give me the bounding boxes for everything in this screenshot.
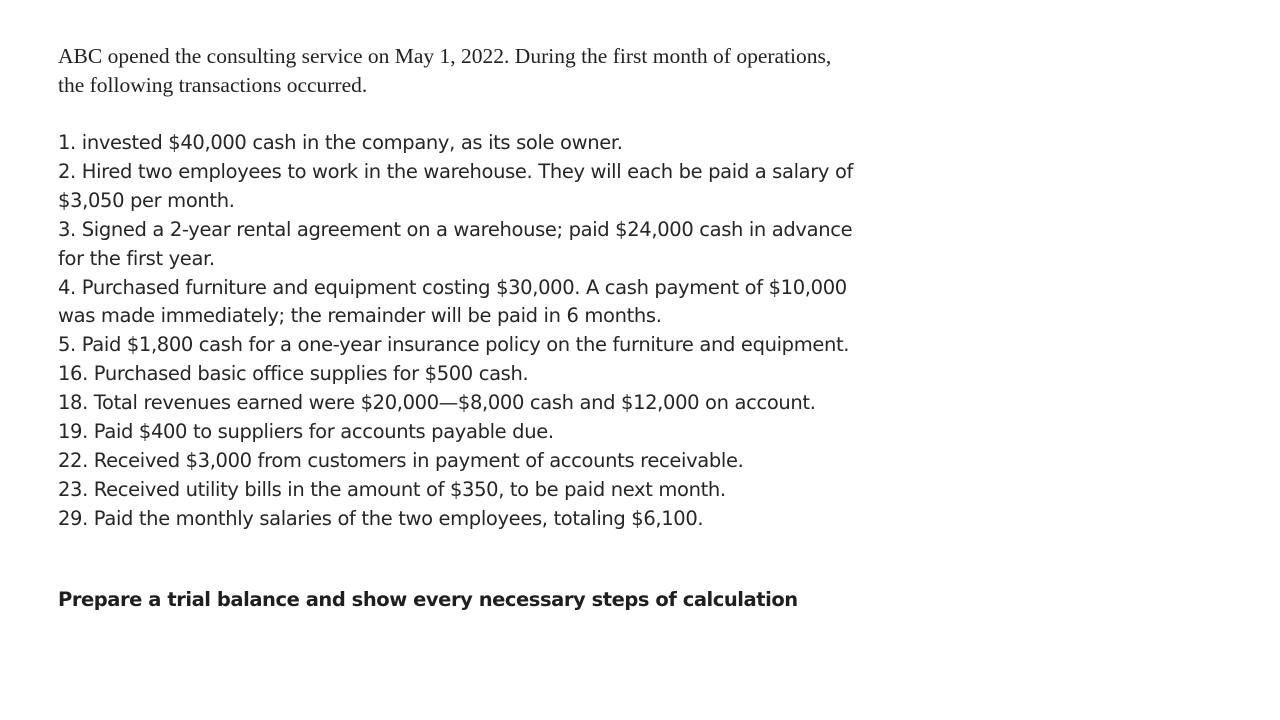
transaction-list bbox=[58, 129, 878, 534]
task-instruction: Prepare a trial balance and show every necessary steps of calculation bbox=[58, 588, 798, 611]
transaction-item: 4. Purchased furniture and equipment costing $30,000. A cash payment of $10,000 was made immediately; the remainder will be paid in 6 months. bbox=[58, 275, 847, 328]
transaction-item: 18. Total revenues earned were $20,000—$8,000 cash and $12,000 on account. bbox=[58, 391, 816, 415]
transaction-item: 23. Received utility bills in the amount of $350, to be paid next month. bbox=[58, 477, 726, 501]
transaction-item: 16. Purchased basic office supplies for $500 cash. bbox=[58, 362, 529, 386]
transaction-item: 19. Paid $400 to suppliers for accounts payable due. bbox=[58, 420, 554, 444]
transaction-item: 1. invested $40,000 cash in the company, as its sole owner. bbox=[58, 131, 623, 154]
transaction-item: 2. Hired two employees to work in the warehouse. They will each be paid a salary of $3,050 per month. bbox=[58, 159, 854, 212]
intro-paragraph: ABC opened the consulting service on May 1, 2022. During the first month of operations, the following transactions occurred. bbox=[58, 44, 832, 97]
transaction-item: 5. Paid $1,800 cash for a one-year insurance policy on the furniture and equipment. bbox=[58, 333, 850, 357]
transaction-item: 22. Received $3,000 from customers in payment of accounts receivable. bbox=[58, 448, 744, 472]
transaction-item: 29. Paid the monthly salaries of the two employees, totaling $6,100. bbox=[58, 506, 704, 530]
transaction-item: 3. Signed a 2-year rental agreement on a warehouse; paid $24,000 cash in advance for the first year. bbox=[58, 217, 853, 270]
